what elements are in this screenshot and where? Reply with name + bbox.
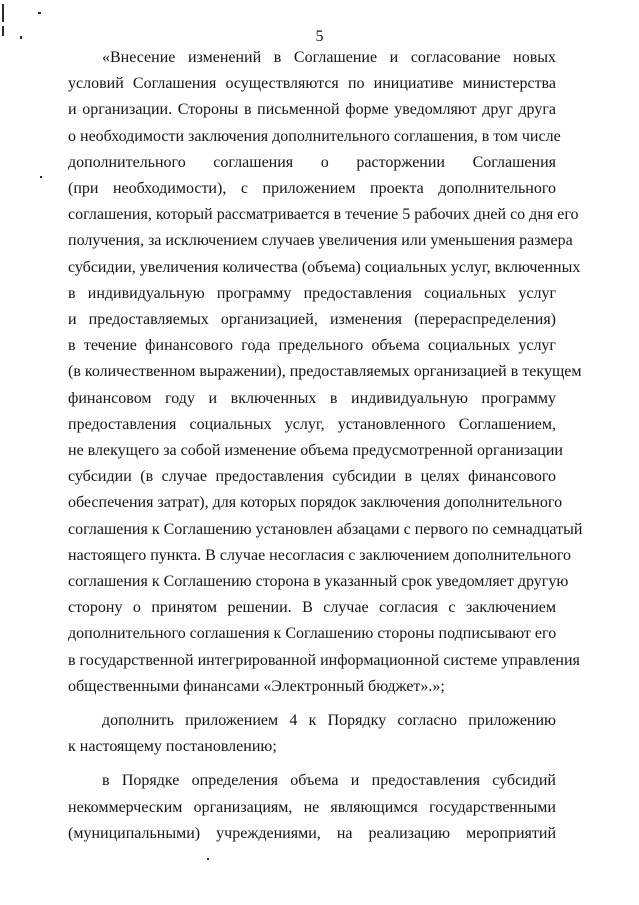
paragraph (68, 768, 556, 847)
text-line: настоящего пункта. В случае несогласия с заключением дополнительного (68, 546, 572, 564)
text-line: о необходимости заключения дополнительного соглашения, в том числе (68, 127, 561, 145)
text-line: финансовом году и включенных в индивидуальную программу (68, 389, 556, 407)
scan-mark (40, 176, 42, 178)
paragraph (68, 708, 556, 760)
text-line: обеспечения затрат), для которых порядок заключения дополнительного (68, 494, 563, 512)
text-line: дополнительного соглашения к Соглашению стороны подписывают его (68, 625, 557, 643)
text-line: в индивидуальную программу предоставления социальных услуг (68, 284, 556, 302)
text-line: в Порядке определения объема и предоставления субсидий (102, 772, 556, 790)
text-line: дополнительного соглашения о расторжении Соглашения (68, 153, 556, 171)
text-line: общественными финансами «Электронный бюджет».»; (68, 677, 445, 695)
text-line: условий Соглашения осуществляются по инициативе министерства (68, 75, 556, 93)
scan-mark (207, 858, 209, 860)
text-line: субсидии, увеличения количества (объема) социальных услуг, включенных (68, 258, 581, 276)
scan-mark (20, 36, 22, 39)
scan-mark (2, 4, 4, 22)
text-line: и организации. Стороны в письменной форме уведомляют друг друга (68, 101, 556, 119)
scan-mark (2, 26, 4, 36)
text-line: соглашения к Соглашению сторона в указанный срок уведомляет другую (68, 573, 569, 591)
scan-mark (38, 12, 41, 14)
text-line: (при необходимости), с приложением проекта дополнительного (68, 180, 556, 198)
text-line: получения, за исключением случаев увеличения или уменьшения размера (68, 232, 573, 250)
text-line: и предоставляемых организацией, изменения (перераспределения) (68, 311, 556, 329)
text-line: (в количественном выражении), предоставляемых организацией в текущем (68, 363, 582, 381)
text-line: сторону о принятом решении. В случае согласия с заключением (68, 599, 556, 617)
text-line: не влекущего за собой изменение объема предусмотренной организации (68, 442, 563, 460)
text-line: в государственной интегрированной информационной системе управления (68, 651, 580, 669)
paragraph (68, 45, 583, 700)
text-line: некоммерческим организациям, не являющимся государственными (68, 798, 556, 816)
text-line: дополнить приложением 4 к Порядку согласно приложению (102, 712, 556, 730)
text-line: предоставления социальных услуг, установленного Соглашением, (68, 415, 556, 433)
text-line: в течение финансового года предельного объема социальных услуг (68, 337, 556, 355)
text-line: (муниципальными) учреждениями, на реализацию мероприятий (68, 824, 556, 842)
text-line: «Внесение изменений в Соглашение и согласование новых (102, 49, 556, 66)
page-number: 5 (315, 28, 324, 45)
text-line: соглашения, который рассматривается в течение 5 рабочих дней со дня его (68, 206, 579, 224)
document-body (68, 45, 583, 847)
text-line: к настоящему постановлению; (68, 738, 277, 756)
text-line: соглашения к Соглашению установлен абзацами с первого по семнадцатый (68, 520, 583, 538)
text-line: субсидии (в случае предоставления субсидии в целях финансового (68, 468, 556, 486)
